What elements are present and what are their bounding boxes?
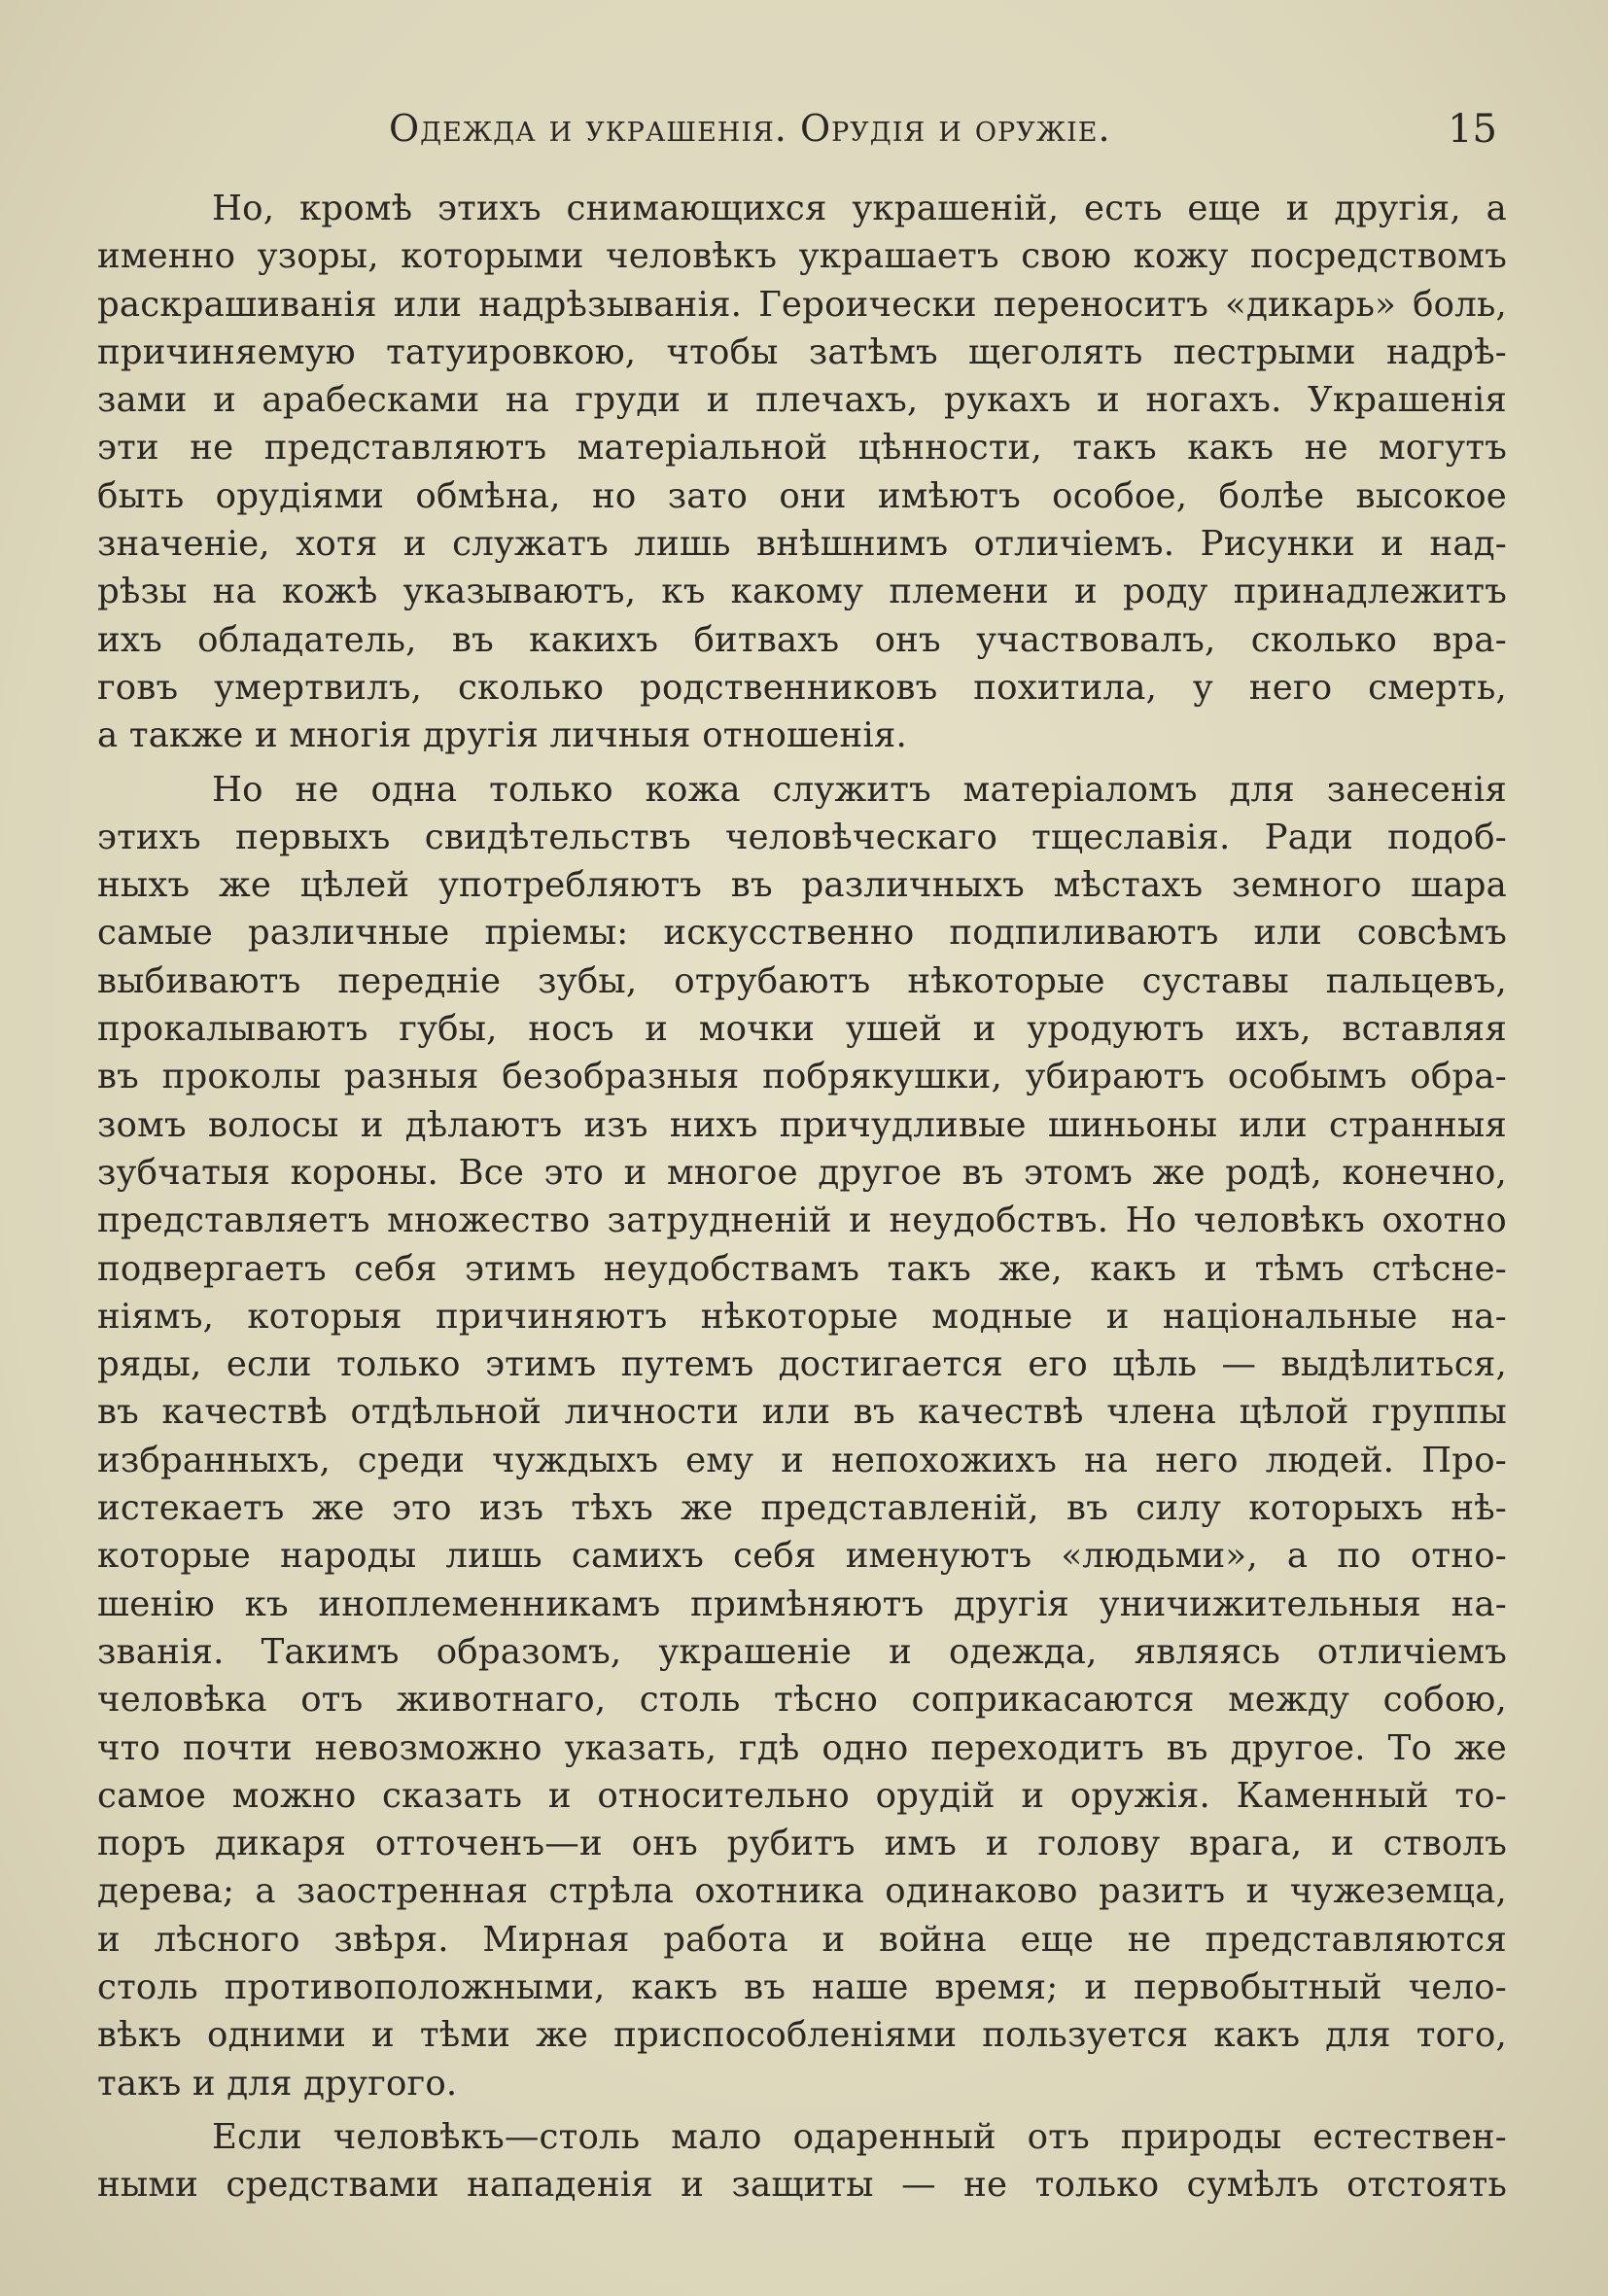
text-line: самые различные пріемы: искусственно подпиливаютъ или совсѣмъ — [97, 913, 1507, 954]
text-line: ихъ обладатель, въ какихъ битвахъ онъ участвовалъ, сколько вра- — [97, 619, 1507, 660]
text-line: вѣкъ одними и тѣми же приспособленіями пользуется какъ для того, — [97, 2015, 1507, 2056]
page-header — [97, 107, 1497, 165]
text-line: въ проколы разныя безобразныя побрякушки, убираютъ особымъ обра- — [97, 1057, 1507, 1097]
text-line: званія. Такимъ образомъ, украшеніе и одежда, являясь отличіемъ — [97, 1631, 1507, 1672]
text-line: которые народы лишь самихъ себя именуютъ «людьми», а по отно- — [97, 1536, 1507, 1577]
text-line: столь противоположными, какъ въ наше время; и первобытный чело- — [97, 1966, 1507, 2007]
text-line: зами и арабесками на груди и плечахъ, рукахъ и ногахъ. Украшенія — [97, 380, 1507, 421]
text-line: ныхъ же цѣлей употребляютъ въ различныхъ мѣстахъ земного шара — [97, 865, 1507, 906]
text-line: говъ умертвилъ, сколько родственниковъ похитила, у него смерть, — [97, 667, 1507, 708]
text-line: самое можно сказать и относительно орудій и оружія. Каменный то- — [97, 1775, 1507, 1816]
text-line: ряды, если только этимъ путемъ достигается его цѣль — выдѣлиться, — [97, 1344, 1507, 1385]
text-line: что почти невозможно указать, гдѣ одно переходитъ въ другое. То же — [97, 1727, 1507, 1768]
text-line: этихъ первыхъ свидѣтельствъ человѣческаго тщеславія. Ради подоб- — [97, 817, 1507, 857]
text-line: а также и многія другія личныя отношенія. — [97, 715, 907, 756]
text-line: ными средствами нападенія и защиты — не только сумѣлъ отстоять — [97, 2165, 1507, 2206]
text-line: шенію къ иноплеменникамъ примѣняютъ другія уничижительныя на- — [97, 1583, 1507, 1624]
text-line: причиняемую татуировкою, чтобы затѣмъ щеголять пестрыми надрѣ- — [97, 331, 1507, 372]
text-line: значеніе, хотя и служатъ лишь внѣшнимъ отличіемъ. Рисунки и над- — [97, 524, 1507, 565]
text-line: Если человѣкъ—столь мало одаренный отъ природы естествен- — [212, 2116, 1507, 2157]
text-line: прокалываютъ губы, носъ и мочки ушей и уродуютъ ихъ, вставляя — [97, 1009, 1507, 1050]
text-line: и лѣсного звѣря. Мирная работа и война еще не представляются — [97, 1919, 1507, 1960]
text-line: ніямъ, которыя причиняютъ нѣкоторые модные и національные на- — [97, 1296, 1507, 1337]
text-line: Но не одна только кожа служитъ матеріаломъ для занесенія — [212, 769, 1507, 810]
body-text — [97, 185, 1507, 2209]
running-title: Одежда и украшенія. Орудія и оружіе. — [389, 107, 1111, 150]
text-line: зомъ волосы и дѣлаютъ изъ нихъ причудливые шиньоны или странныя — [97, 1104, 1507, 1145]
text-line: поръ дикаря отточенъ—и онъ рубитъ имъ и голову врага, и стволъ — [97, 1824, 1507, 1864]
text-line: эти не представляютъ матеріальной цѣнности, такъ какъ не могутъ — [97, 428, 1507, 469]
text-line: быть орудіями обмѣна, но зато они имѣютъ особое, болѣе высокое — [97, 475, 1507, 516]
text-line: дерева; а заостренная стрѣла охотника одинаково разитъ и чужеземца, — [97, 1871, 1507, 1912]
text-line: въ качествѣ отдѣльной личности или въ качествѣ члена цѣлой группы — [97, 1392, 1507, 1433]
text-line: раскрашиванія или надрѣзыванія. Героически переноситъ «дикарь» боль, — [97, 284, 1507, 325]
text-line: избранныхъ, среди чуждыхъ ему и непохожихъ на него людей. Про- — [97, 1440, 1507, 1480]
text-line: такъ и для другого. — [97, 2063, 458, 2104]
text-line: представляетъ множество затрудненій и неудобствъ. Но человѣкъ охотно — [97, 1200, 1507, 1241]
text-line: рѣзы на кожѣ указываютъ, къ какому племени и роду принадлежитъ — [97, 572, 1507, 612]
text-line: Но, кромѣ этихъ снимающихся украшеній, есть еще и другія, а — [212, 189, 1507, 228]
page-number: 15 — [1448, 107, 1497, 152]
text-line: выбиваютъ передніе зубы, отрубаютъ нѣкоторые суставы пальцевъ, — [97, 960, 1507, 1001]
text-line: подвергаетъ себя этимъ неудобствамъ такъ же, какъ и тѣмъ стѣсне- — [97, 1248, 1507, 1289]
text-line: истекаетъ же это изъ тѣхъ же представленій, въ силу которыхъ нѣ- — [97, 1488, 1507, 1529]
text-line: человѣка отъ животнаго, столь тѣсно соприкасаются между собою, — [97, 1680, 1507, 1721]
text-line: именно узоры, которыми человѣкъ украшаетъ свою кожу посредствомъ — [97, 236, 1507, 277]
text-line: зубчатыя короны. Все это и многое другое въ этомъ же родѣ, конечно, — [97, 1152, 1507, 1193]
